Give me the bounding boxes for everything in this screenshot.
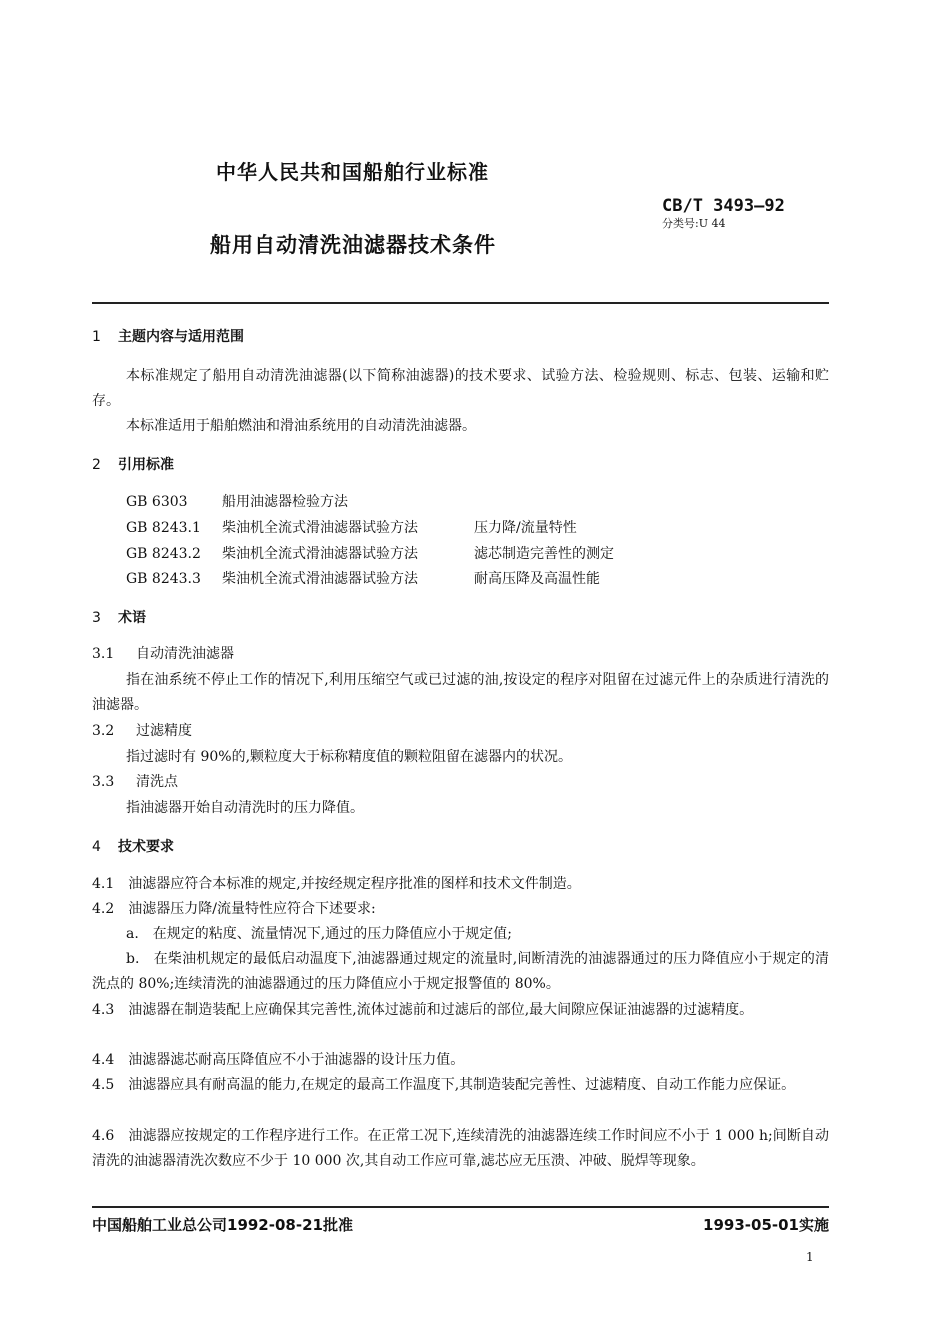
clause: 4.4 油滤器滤芯耐高压降值应不小于油滤器的设计压力值。 [92, 1052, 465, 1068]
section-title: 技术要求 [118, 839, 174, 855]
reference-item [126, 491, 348, 511]
term-number: 3.1 [92, 646, 115, 662]
term-name: 清洗点 [136, 774, 178, 790]
clause: 4.6 油滤器应按规定的工作程序进行工作。在正常工况下,连续清洗的油滤器连续工作时间应不小于 1 000 h;间断自动清洗的油滤器清洗次数应不少于 10 000 次,其自动工作应可靠,滤芯应无压溃、冲破、脱焊等现象。 [92, 1128, 829, 1169]
term-definition: 指油滤器开始自动清洗时的压力降值。 [126, 800, 364, 816]
section-number: 3 [92, 610, 101, 626]
footer-divider [92, 1206, 829, 1208]
term-number: 3.3 [92, 774, 115, 790]
term-heading [92, 643, 234, 663]
term-name: 自动清洗油滤器 [136, 646, 234, 662]
section-title: 术语 [118, 610, 146, 626]
classification-number: 分类号:U 44 [662, 217, 726, 230]
section-number: 1 [92, 329, 101, 345]
section-number: 2 [92, 457, 101, 473]
paragraph: 本标准适用于船舶燃油和滑油系统用的自动清洗油滤器。 [126, 418, 476, 434]
reference-code: GB 8243.2 [126, 546, 201, 562]
section-3-heading [92, 607, 146, 627]
clause-item: b. 在柴油机规定的最低启动温度下,油滤器通过规定的流量时,间断清洗的油滤器通过的压力降值应小于规定的清洗点的 80%;连续清洗的油滤器通过的压力降值应小于规定报警值的 80%。 [92, 951, 829, 992]
reference-name: 柴油机全流式滑油滤器试验方法 [222, 546, 418, 562]
term-definition: 指过滤时有 90%的,颗粒度大于标称精度值的颗粒阻留在滤器内的状况。 [126, 749, 573, 765]
clause-item: a. 在规定的粘度、流量情况下,通过的压力降值应小于规定值; [126, 926, 512, 942]
paragraph: 本标准规定了船用自动清洗油滤器(以下简称油滤器)的技术要求、试验方法、检验规则、标志、包装、运输和贮存。 [92, 368, 829, 409]
clause: 4.3 油滤器在制造装配上应确保其完善性,流体过滤前和过滤后的部位,最大间隙应保证油滤器的过滤精度。 [92, 1002, 754, 1018]
header-divider [92, 302, 829, 304]
clause: 4.2 油滤器压力降/流量特性应符合下述要求: [92, 901, 376, 917]
reference-name: 船用油滤器检验方法 [222, 494, 348, 510]
standard-code: CB/T 3493—92 [662, 196, 785, 216]
term-heading [92, 720, 192, 740]
term-name: 过滤精度 [136, 723, 192, 739]
term-number: 3.2 [92, 723, 115, 739]
reference-name: 柴油机全流式滑油滤器试验方法 [222, 520, 418, 536]
clause: 4.1 油滤器应符合本标准的规定,并按经规定程序批准的图样和技术文件制造。 [92, 876, 581, 892]
issuing-authority: 中华人民共和国船舶行业标准 [216, 160, 489, 184]
reference-code: GB 8243.3 [126, 571, 201, 587]
reference-code: GB 8243.1 [126, 520, 201, 536]
term-heading [92, 771, 178, 791]
reference-part: 滤芯制造完善性的测定 [474, 546, 614, 562]
reference-item [126, 568, 600, 588]
reference-name: 柴油机全流式滑油滤器试验方法 [222, 571, 418, 587]
section-number: 4 [92, 839, 101, 855]
page-number: 1 [806, 1250, 814, 1264]
effective-date: 1993-05-01实施 [703, 1216, 829, 1234]
section-title: 引用标准 [118, 457, 174, 473]
section-title: 主题内容与适用范围 [118, 329, 244, 345]
section-4-heading [92, 836, 174, 856]
approval-line: 中国船舶工业总公司1992-08-21批准 [92, 1216, 353, 1234]
reference-part: 耐高压降及高温性能 [474, 571, 600, 587]
document-title: 船用自动清洗油滤器技术条件 [210, 233, 496, 257]
reference-code: GB 6303 [126, 494, 188, 510]
reference-item [126, 517, 577, 537]
section-1-heading [92, 326, 244, 346]
term-definition: 指在油系统不停止工作的情况下,利用压缩空气或已过滤的油,按设定的程序对阻留在过滤元件上的杂质进行清洗的油滤器。 [92, 672, 829, 713]
reference-part: 压力降/流量特性 [474, 520, 577, 536]
section-2-heading [92, 454, 174, 474]
reference-item [126, 543, 614, 563]
clause: 4.5 油滤器应具有耐高温的能力,在规定的最高工作温度下,其制造装配完善性、过滤精度、自动工作能力应保证。 [92, 1077, 796, 1093]
